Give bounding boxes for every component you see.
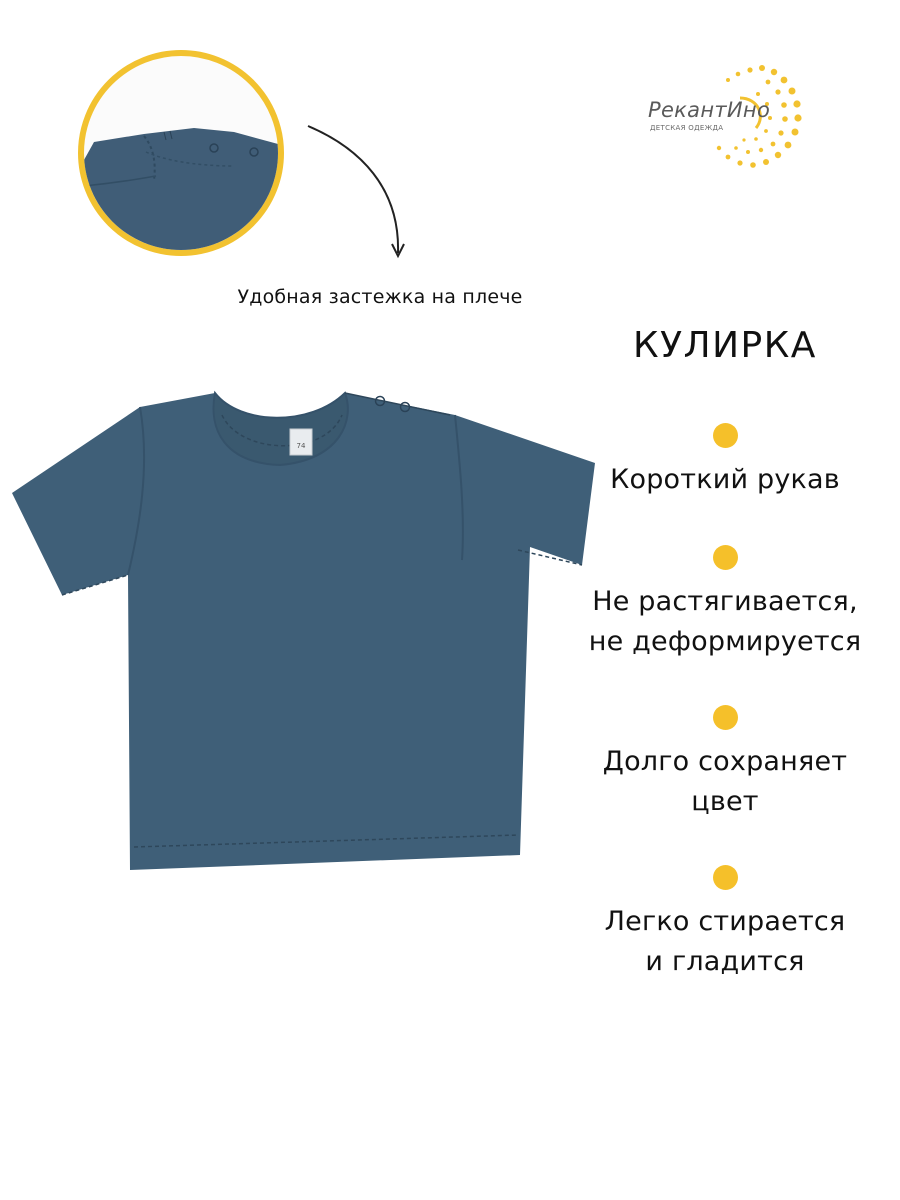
feature-item xyxy=(560,545,890,662)
feature-line: и гладится xyxy=(645,946,805,977)
feature-line: не деформируется xyxy=(588,626,862,657)
feature-line: цвет xyxy=(691,786,759,817)
feature-line: Короткий рукав xyxy=(610,464,840,495)
bullet-dot-icon xyxy=(713,423,738,448)
brand-name: РекантИно xyxy=(648,98,771,122)
shoulder-zoom-image xyxy=(78,50,284,256)
feature-item xyxy=(560,705,890,822)
feature-item xyxy=(560,865,890,982)
zoom-caption: Удобная застежка на плече xyxy=(237,286,523,308)
feature-line: Не растягивается, xyxy=(592,586,858,617)
bullet-dot-icon xyxy=(713,705,738,730)
feature-line: Легко стирается xyxy=(604,906,846,937)
size-tag-label: 74 xyxy=(296,442,306,450)
feature-item xyxy=(560,423,890,500)
product-title: КУЛИРКА xyxy=(633,325,817,366)
shoulder-detail-illustration xyxy=(84,56,278,250)
curved-arrow-icon xyxy=(300,118,420,268)
tshirt-image xyxy=(10,385,600,875)
bullet-dot-icon xyxy=(713,865,738,890)
brand-subtitle: ДЕТСКАЯ ОДЕЖДА xyxy=(650,124,724,132)
bullet-dot-icon xyxy=(713,545,738,570)
feature-line: Долго сохраняет xyxy=(602,746,848,777)
tshirt-body xyxy=(12,393,595,870)
